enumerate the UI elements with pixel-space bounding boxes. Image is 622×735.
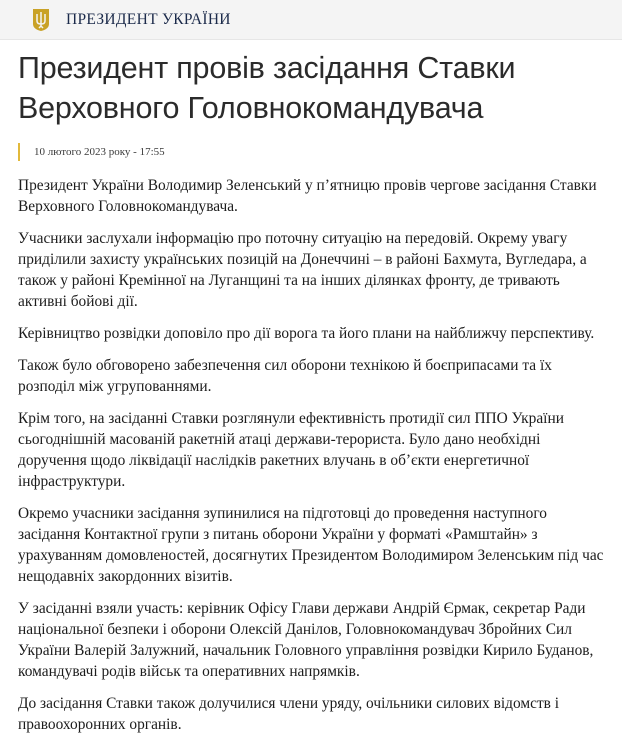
- meta-accent-bar: [18, 143, 20, 161]
- site-title-link[interactable]: ПРЕЗИДЕНТ УКРАЇНИ: [66, 10, 231, 28]
- article-paragraph: Керівництво розвідки доповіло про дії ворога та його плани на найближчу перспективу.: [18, 325, 595, 342]
- article-paragraph: Президент України Володимир Зеленський у п’ятницю провів чергове засідання Ставки Верховного Головнокомандувача.: [18, 177, 597, 215]
- site-header: [0, 0, 622, 40]
- article-container: [0, 48, 622, 735]
- article-paragraph: Учасники заслухали інформацію про поточну ситуацію на передовій. Окрему увагу приділили захисту українських позицій на Донеччині – в районі Бахмута, Вугледара, а також у районі Кремінної на Луганщині та на інших ділянках фронту, де тривають активні бойові дії.: [18, 230, 587, 310]
- article-paragraph: Окремо учасники засідання зупинилися на підготовці до проведення наступного засідання Контактної групи з питань оборони України у форматі «Рамштайн» з урахуванням домовленостей, досягнутих Президентом Володимиром Зеленським під час нещодавніх закордонних візитів.: [18, 505, 604, 585]
- article-date: 10 лютого 2023 року - 17:55: [34, 146, 165, 158]
- article-meta: [18, 143, 604, 161]
- article-paragraph: Крім того, на засіданні Ставки розглянули ефективність протидії сил ППО України сьогоднішній масованій ракетній атаці держави-терориста. Було дано необхідні доручення щодо ліквідації наслідків ракетних влучань в об’єкти енергетичної інфраструктури.: [18, 410, 564, 490]
- article-paragraph: Також було обговорено забезпечення сил оборони технікою й боєприпасами та їх розподіл між угрупованнями.: [18, 357, 552, 395]
- trident-emblem-icon[interactable]: [29, 7, 52, 32]
- article-title: Президент провів засідання Ставки Верховного Головнокомандувача: [18, 51, 516, 125]
- article-paragraph: До засідання Ставки також долучилися члени уряду, очільники силових відомств і правоохоронних органів.: [18, 695, 560, 733]
- article-body: [18, 175, 604, 735]
- article-paragraph: У засіданні взяли участь: керівник Офісу Глави держави Андрій Єрмак, секретар Ради національної безпеки і оборони Олексій Данілов, Головнокомандувач Збройних Сил України Валерій Залужний, начальник Головного управління розвідки Кирило Буданов, командувачі родів військ та оперативних напрямків.: [18, 600, 594, 680]
